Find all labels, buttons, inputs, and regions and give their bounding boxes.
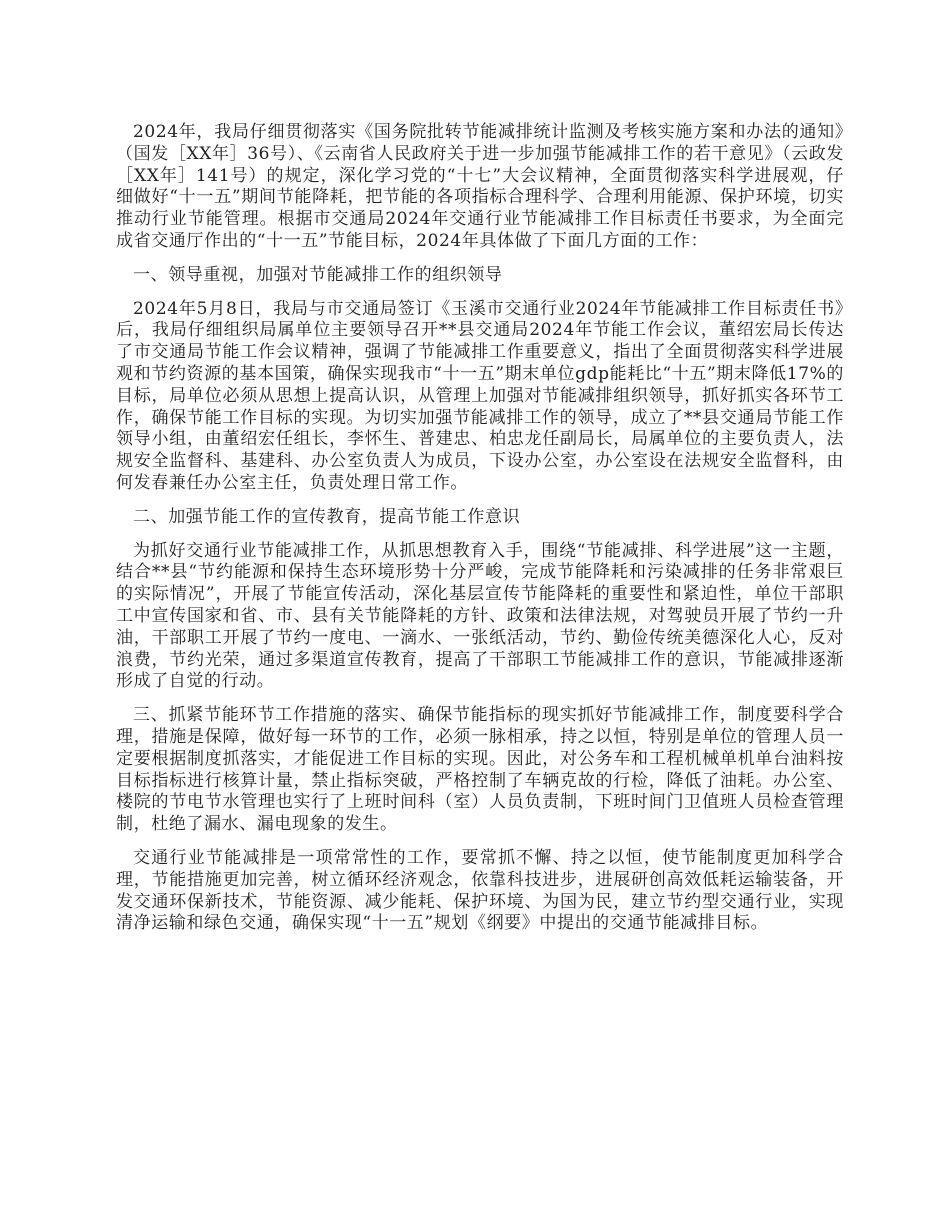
section-heading-publicity: 二、加强节能工作的宣传教育，提高节能工作意识: [133, 506, 521, 527]
measures-paragraph: 三、抓紧节能环节工作措施的落实、确保节能指标的现实抓好节能减排工作，制度要科学合理，措施是保障，做好每一环节的工作，必须一脉相承，持之以恒，特别是单位的管理人员一定要根据制度抓落实，才能促进工作目标的实现。因此，对公务车和工程机械单机单台油料按目标指标进行核算计量，禁止指标突破，严格控制了车辆克故的行检，降低了油耗。办公室、楼院的节电节水管理也实行了上班时间科（室）人员负责制，下班时间门卫值班人员检查管理制，杜绝了漏水、漏电现象的发生。: [116, 705, 844, 835]
document-body: [116, 122, 844, 947]
section-heading-leadership: 一、领导重视，加强对节能减排工作的组织领导: [133, 264, 503, 285]
conclusion-paragraph: 交通行业节能减排是一项常常性的工作，要常抓不懈、持之以恒，使节能制度更加科学合理，节能措施更加完善，树立循环经济观念，依靠科技进步，进展研创高效低耗运输装备，开发交通环保新技术，节能资源、减少能耗、保护环境、为国为民，建立节约型交通行业，实现清净运输和绿色交通，确保实现“十一五”规划《纲要》中提出的交通节能减排目标。: [116, 847, 844, 934]
publicity-paragraph: 为抓好交通行业节能减排工作，从抓思想教育入手，围绕“节能减排、科学进展”这一主题，结合**县“节约能源和保持生态环境形势十分严峻，完成节能降耗和污染减排的任务非常艰巨的实际情况”，开展了节能宣传活动，深化基层宣传节能降耗的重要性和紧迫性，单位干部职工中宣传国家和省、市、县有关节能降耗的方针、政策和法律法规，对驾驶员开展了节约一升油，干部职工开展了节约一度电、一滴水、一张纸活动，节约、勤俭传统美德深化人心，反对浪费，节约光荣，通过多渠道宣传教育，提高了干部职工节能减排工作的意识，节能减排逐渐形成了自觉的行动。: [116, 540, 844, 692]
intro-paragraph: 2024年，我局仔细贯彻落实《国务院批转节能减排统计监测及考核实施方案和办法的通知》（国发［XX年］36号）、《云南省人民政府关于进一步加强节能减排工作的若干意见》（云政发［XX年］141号）的规定，深化学习党的“十七”大会议精神，全面贯彻落实科学进展观，仔细做好“十一五”期间节能降耗，把节能的各项指标合理科学、合理利用能源、保护环境，切实推动行业节能管理。根据市交通局2024年交通行业节能减排工作目标责任书要求，为全面完成省交通厅作出的“十一五”节能目标，2024年具体做了下面几方面的工作：: [116, 122, 844, 251]
leadership-paragraph: 2024年5月8日，我局与市交通局签订《玉溪市交通行业2024年节能减排工作目标责任书》后，我局仔细组织局属单位主要领导召开**县交通局2024年节能工作会议，董绍宏局长传达了市交通局节能工作会议精神，强调了节能减排工作重要意义，指出了全面贯彻落实科学进展观和节约资源的基本国策，确保实现我市“十一五”期末单位gdp能耗比“十五”期末降低17%的目标，局单位必须从思想上提高认识，从管理上加强对节能减排组织领导，抓好抓实各环节工作，确保节能工作目标的实现。为切实加强节能减排工作的领导，成立了**县交通局节能工作领导小组，由董绍宏任组长，李怀生、普建忠、柏忠龙任副局长，局属单位的主要负责人，法规安全监督科、基建科、办公室负责人为成员，下设办公室，办公室设在法规安全监督科，由何发春兼任办公室主任，负责处理日常工作。: [116, 298, 844, 493]
